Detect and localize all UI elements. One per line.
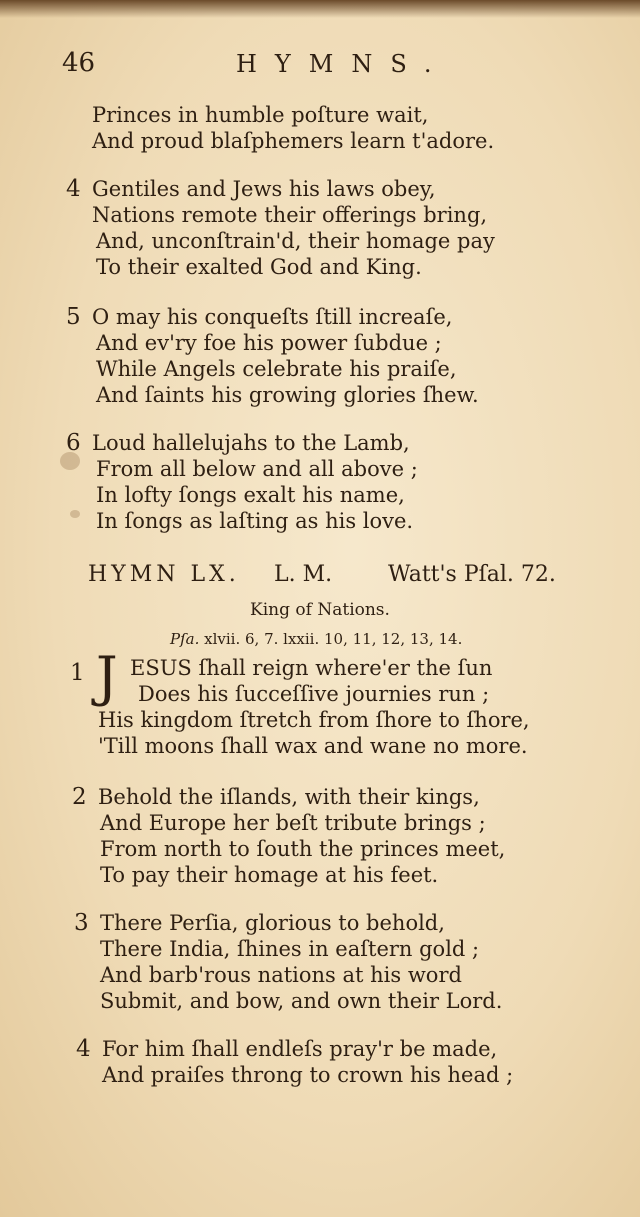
verse-line: Nations remote their offerings bring, bbox=[92, 203, 488, 227]
verse-line: ESUS ſhall reign where'er the ſun bbox=[130, 656, 493, 680]
verse-line: Loud hallelujahs to the Lamb, bbox=[92, 431, 410, 455]
reference-prefix: Pſa. bbox=[170, 630, 200, 648]
hymn-subtitle: King of Nations. bbox=[250, 600, 390, 620]
verse-line: There Perſia, glorious to behold, bbox=[100, 911, 445, 935]
running-title: HYMNS. bbox=[236, 50, 450, 78]
hymn-meter: L. M. bbox=[274, 562, 333, 587]
verse-line: To pay their homage at his feet. bbox=[100, 863, 439, 887]
verse-line: While Angels celebrate his praiſe, bbox=[96, 357, 457, 381]
hymn-heading bbox=[88, 562, 598, 592]
verse-line: For him ſhall endleſs pray'r be made, bbox=[102, 1037, 498, 1061]
stanza-number: 4 bbox=[76, 1036, 91, 1062]
stanza-number: 3 bbox=[74, 910, 89, 936]
verse-line: Does his ſucceſſive journies run ; bbox=[138, 682, 490, 706]
verse-line: And, unconſtrain'd, their homage pay bbox=[96, 229, 495, 253]
stanza-number: 4 bbox=[66, 176, 81, 202]
verse-line: From north to ſouth the princes meet, bbox=[100, 837, 506, 861]
verse-line: In ſongs as laſting as his love. bbox=[96, 509, 414, 533]
hymn-number: HYMN LX. bbox=[88, 562, 240, 587]
reference-text: xlvii. 6, 7. lxxii. 10, 11, 12, 13, 14. bbox=[199, 630, 463, 648]
verse-line: Princes in humble poſture wait, bbox=[92, 103, 429, 127]
verse-line: Gentiles and Jews his laws obey, bbox=[92, 177, 436, 201]
scripture-reference bbox=[170, 630, 462, 648]
verse-line: And ſaints his growing glories ſhew. bbox=[96, 383, 479, 407]
verse-line: Behold the iſlands, with their kings, bbox=[98, 785, 480, 809]
verse-line: Submit, and bow, and own their Lord. bbox=[100, 989, 503, 1013]
verse-line: His kingdom ſtretch from ſhore to ſhore, bbox=[98, 708, 530, 732]
verse-line: To their exalted God and King. bbox=[96, 255, 422, 279]
page-number: 46 bbox=[62, 48, 96, 78]
page-top-edge bbox=[0, 0, 640, 18]
stanza-number: 6 bbox=[66, 430, 81, 456]
verse-line: From all below and all above ; bbox=[96, 457, 418, 481]
page-header bbox=[0, 48, 640, 88]
verse-line: There India, ſhines in eaſtern gold ; bbox=[100, 937, 480, 961]
verse-line: O may his conqueſts ſtill increaſe, bbox=[92, 305, 453, 329]
verse-line: And barb'rous nations at his word bbox=[100, 963, 462, 987]
stanza-number: 1 bbox=[70, 660, 85, 686]
verse-line: And praiſes throng to crown his head ; bbox=[102, 1063, 514, 1087]
drop-cap: J bbox=[96, 645, 118, 708]
stanza-number: 5 bbox=[66, 304, 81, 330]
hymn-source: Watt's Pſal. 72. bbox=[388, 562, 556, 587]
verse-line: And ev'ry foe his power ſubdue ; bbox=[96, 331, 442, 355]
verse-line: 'Till moons ſhall wax and wane no more. bbox=[98, 734, 528, 758]
verse-line: In lofty ſongs exalt his name, bbox=[96, 483, 405, 507]
verse-line: And proud blaſphemers learn t'adore. bbox=[92, 129, 495, 153]
foxing-spot bbox=[70, 510, 80, 518]
stanza-number: 2 bbox=[72, 784, 87, 810]
verse-line: And Europe her beſt tribute brings ; bbox=[100, 811, 486, 835]
